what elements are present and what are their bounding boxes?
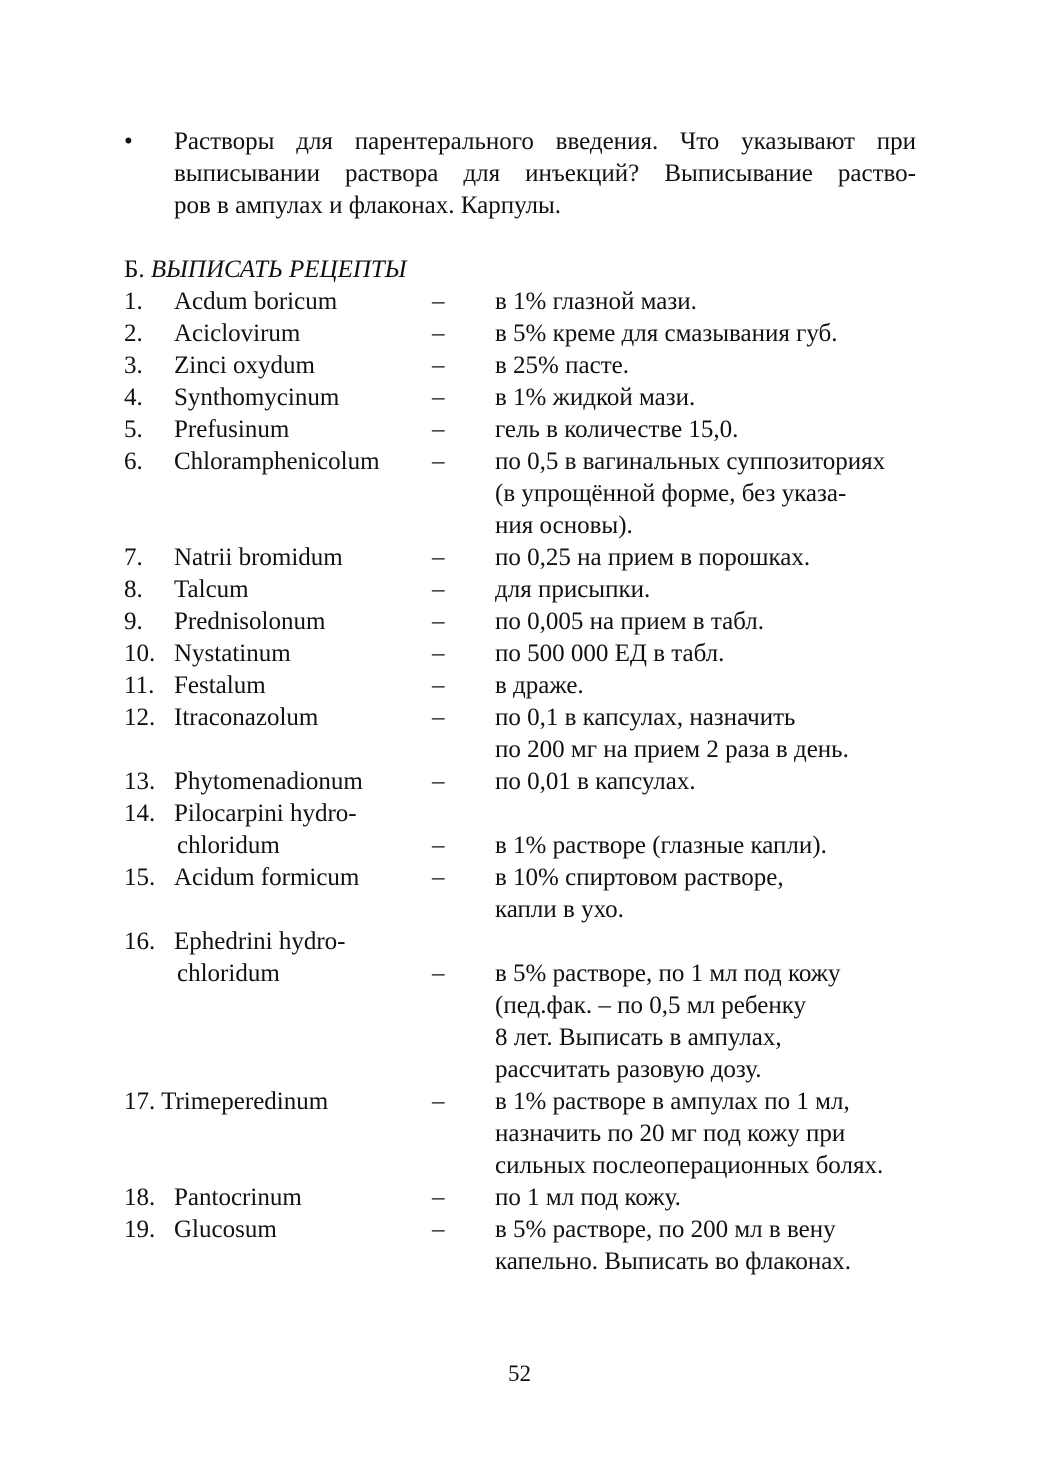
list-item: [124, 926, 944, 958]
dash: –: [432, 448, 445, 475]
item-name: Acdum boricum: [174, 288, 338, 315]
dash: –: [432, 384, 445, 411]
item-name: Synthomycinum: [174, 384, 340, 411]
item-description: [495, 606, 925, 638]
item-number: 17.: [124, 1088, 156, 1115]
bullet-paragraph: [124, 126, 916, 222]
description-line: по 1 мл под кожу.: [495, 1184, 681, 1211]
spacer: [495, 798, 925, 830]
section-prefix: Б.: [124, 256, 151, 283]
item-number: 16.: [124, 928, 156, 955]
description-line: в 1% растворе (глазные капли).: [495, 832, 827, 859]
item-name: Prednisolonum: [174, 608, 326, 635]
bullet-line: Растворы для парентерального введения. Что указывают при: [174, 128, 916, 155]
description-line: по 0,5 в вагинальных суппозиториях: [495, 448, 886, 475]
item-number: 2.: [124, 320, 143, 347]
bullet-symbol: •: [124, 128, 133, 155]
item-number-and-name: [124, 1086, 432, 1182]
list-item-continuation: [124, 958, 944, 1086]
item-number: 3.: [124, 352, 143, 379]
item-name: Natrii bromidum: [174, 544, 343, 571]
dash: –: [432, 608, 445, 635]
item-name: Festalum: [174, 672, 266, 699]
list-item: [124, 798, 944, 830]
description-line: по 0,1 в капсулах, назначить: [495, 704, 796, 731]
spacer: [495, 926, 925, 958]
item-number: 12.: [124, 704, 156, 731]
item-description: [495, 830, 925, 862]
item-number: 4.: [124, 384, 143, 411]
dash: –: [432, 544, 445, 571]
list-item: [124, 446, 944, 542]
description-line: в 5% растворе, по 1 мл под кожу: [495, 960, 841, 987]
description-line: по 0,01 в капсулах.: [495, 768, 696, 795]
item-name: Phytomenadionum: [174, 768, 363, 795]
description-line: по 0,005 на прием в табл.: [495, 608, 764, 635]
item-description: [495, 350, 925, 382]
item-number: 11.: [124, 672, 155, 699]
item-description: [495, 318, 925, 350]
list-item: [124, 350, 944, 382]
item-name: Prefusinum: [174, 416, 290, 443]
description-line: по 200 мг на прием 2 раза в день.: [495, 736, 849, 763]
item-number: 5.: [124, 416, 143, 443]
item-name: Trimeperedinum: [161, 1088, 329, 1115]
list-item: [124, 1086, 944, 1182]
list-item: [124, 318, 944, 350]
bullet-line: выписывании раствора для инъекций? Выписывание раство-: [174, 160, 916, 187]
item-description: [495, 766, 925, 798]
description-line: в 1% жидкой мази.: [495, 384, 696, 411]
section-title: ВЫПИСАТЬ РЕЦЕПТЫ: [150, 256, 407, 283]
dash: –: [432, 672, 445, 699]
item-description: [495, 574, 925, 606]
item-number: 8.: [124, 576, 143, 603]
dash: –: [432, 640, 445, 667]
item-name: Glucosum: [174, 1216, 277, 1243]
item-name: Ephedrini hydro-: [174, 928, 346, 955]
item-name: Zinci oxydum: [174, 352, 315, 379]
dash: –: [432, 576, 445, 603]
dash: –: [432, 768, 445, 795]
item-number: 10.: [124, 640, 156, 667]
description-line: гель в количестве 15,0.: [495, 416, 739, 443]
dash: –: [432, 864, 445, 891]
description-line: капельно. Выписать во флаконах.: [495, 1248, 852, 1275]
spacer: [432, 798, 495, 830]
item-description: [495, 542, 925, 574]
description-line: 8 лет. Выписать в ампулах,: [495, 1024, 782, 1051]
description-line: сильных послеоперационных болях.: [495, 1152, 884, 1179]
description-line: в драже.: [495, 672, 584, 699]
spacer: [432, 926, 495, 958]
item-number: 18.: [124, 1184, 156, 1211]
description-line: в 10% спиртовом растворе,: [495, 864, 784, 891]
item-name-continuation: chloridum: [177, 960, 280, 987]
list-item: [124, 702, 944, 766]
description-line: по 0,25 на прием в порошках.: [495, 544, 811, 571]
dash: –: [432, 1088, 445, 1115]
description-line: в 25% пасте.: [495, 352, 629, 379]
list-item: [124, 638, 944, 670]
item-number: 7.: [124, 544, 143, 571]
list-item: [124, 382, 944, 414]
dash: –: [432, 1216, 445, 1243]
dash: –: [432, 416, 445, 443]
item-name: Chloramphenicolum: [174, 448, 380, 475]
list-item: [124, 766, 944, 798]
list-item: [124, 542, 944, 574]
list-item-continuation: [124, 830, 944, 862]
item-number: 19.: [124, 1216, 156, 1243]
item-description: [495, 702, 925, 766]
description-line: ния основы).: [495, 512, 633, 539]
prescriptions-section: [124, 254, 944, 1278]
description-line: в 1% растворе в ампулах по 1 мл,: [495, 1088, 850, 1115]
item-name: Pilocarpini hydro-: [174, 800, 357, 827]
description-line: капли в ухо.: [495, 896, 624, 923]
item-name: Aciclovirum: [174, 320, 301, 347]
description-line: в 5% креме для смазывания губ.: [495, 320, 838, 347]
section-heading: [124, 254, 944, 286]
dash: –: [432, 352, 445, 379]
item-name: Talcum: [174, 576, 249, 603]
item-number: 15.: [124, 864, 156, 891]
bullet-text: [174, 126, 916, 222]
item-name: Acidum formicum: [174, 864, 360, 891]
spacer: [124, 830, 174, 862]
dash: –: [432, 288, 445, 315]
item-name: Itraconazolum: [174, 704, 319, 731]
dash: –: [432, 832, 445, 859]
item-description: [495, 382, 925, 414]
item-number: 1.: [124, 288, 143, 315]
list-item: [124, 574, 944, 606]
item-description: [495, 958, 925, 1086]
dash: –: [432, 960, 445, 987]
description-line: (пед.фак. – по 0,5 мл ребенку: [495, 992, 807, 1019]
dash: –: [432, 320, 445, 347]
item-number: 13.: [124, 768, 156, 795]
item-description: [495, 862, 925, 926]
item-description: [495, 286, 925, 318]
dash: –: [432, 704, 445, 731]
bullet-line: ров в ампулах и флаконах. Карпулы.: [174, 192, 561, 219]
description-line: рассчитать разовую дозу.: [495, 1056, 762, 1083]
description-line: для присыпки.: [495, 576, 651, 603]
item-description: [495, 1214, 925, 1278]
spacer: [124, 958, 174, 1086]
list-item: [124, 862, 944, 926]
item-number: 14.: [124, 800, 156, 827]
item-description: [495, 446, 925, 542]
description-line: по 500 000 ЕД в табл.: [495, 640, 725, 667]
item-description: [495, 1182, 925, 1214]
description-line: в 1% глазной мази.: [495, 288, 697, 315]
item-number: 6.: [124, 448, 143, 475]
description-line: назначить по 20 мг под кожу при: [495, 1120, 846, 1147]
item-description: [495, 638, 925, 670]
item-name-continuation: chloridum: [177, 832, 280, 859]
prescription-list: [124, 286, 944, 1278]
item-description: [495, 1086, 925, 1182]
list-item: [124, 286, 944, 318]
page-number: 52: [508, 1361, 531, 1386]
list-item: [124, 670, 944, 702]
description-line: в 5% растворе, по 200 мл в вену: [495, 1216, 836, 1243]
list-item: [124, 414, 944, 446]
list-item: [124, 606, 944, 638]
item-name: Nystatinum: [174, 640, 291, 667]
dash: –: [432, 1184, 445, 1211]
list-item: [124, 1214, 944, 1278]
description-line: (в упрощённой форме, без указа-: [495, 480, 847, 507]
item-number: 9.: [124, 608, 143, 635]
item-description: [495, 414, 925, 446]
item-description: [495, 670, 925, 702]
item-name: Pantocrinum: [174, 1184, 302, 1211]
list-item: [124, 1182, 944, 1214]
